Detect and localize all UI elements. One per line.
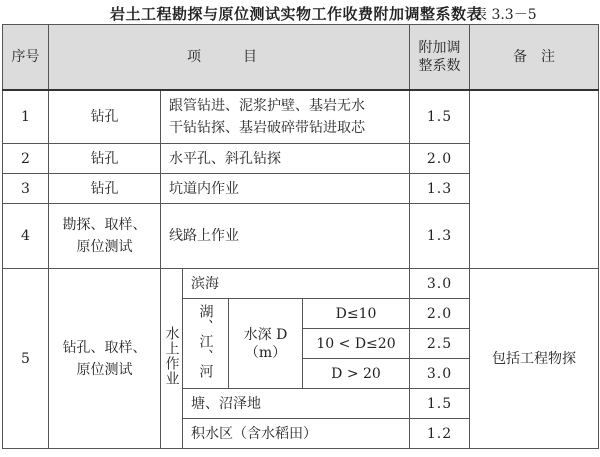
adjustment-coefficient-table bbox=[2, 24, 599, 449]
row-number: 4 bbox=[3, 204, 49, 269]
ponding-area-cell: 积水区（含水稻田） bbox=[183, 419, 410, 449]
row-number: 2 bbox=[3, 144, 49, 174]
category-line1: 钻孔、取样、 bbox=[62, 339, 147, 356]
category-cell bbox=[49, 269, 161, 449]
coefficient-cell: 2.5 bbox=[410, 329, 470, 359]
category-line2: 原位测试 bbox=[76, 361, 133, 378]
header-item: 项 目 bbox=[49, 25, 410, 90]
header-coefficient bbox=[410, 25, 470, 90]
header-remark: 备 注 bbox=[470, 25, 599, 90]
category-cell bbox=[49, 204, 161, 269]
category-line1: 勘探、取样、 bbox=[62, 217, 147, 233]
header-coefficient-line2: 整系数 bbox=[418, 57, 461, 74]
category-cell: 钻孔 bbox=[49, 174, 161, 204]
coefficient-cell: 2.0 bbox=[410, 144, 470, 174]
table-row bbox=[3, 269, 599, 299]
pond-swamp-cell: 塘、沼泽地 bbox=[183, 389, 410, 419]
table-title: 岩土工程勘探与原位测试实物工作收费附加调整系数表 bbox=[110, 5, 483, 23]
header-row bbox=[3, 25, 599, 90]
coefficient-cell: 3.0 bbox=[410, 269, 470, 299]
header-coefficient-line1: 附加调 bbox=[418, 39, 461, 56]
lake-river-cell bbox=[183, 299, 229, 389]
table-number: 表 3.3－5 bbox=[473, 7, 537, 23]
description-cell bbox=[161, 90, 410, 144]
water-work-label: 水上作业 bbox=[163, 326, 180, 386]
water-depth-cell bbox=[229, 299, 303, 389]
water-work-cell bbox=[161, 269, 183, 449]
category-line2: 原位测试 bbox=[76, 239, 133, 255]
depth-range-cell: 10 < D≤20 bbox=[303, 329, 410, 359]
table-row bbox=[3, 90, 599, 144]
description-line2: 干钻钻探、基岩破碎带钻进取芯 bbox=[169, 119, 365, 136]
coastal-cell: 滨海 bbox=[183, 269, 410, 299]
description-cell: 水平孔、斜孔钻探 bbox=[161, 144, 410, 174]
water-depth-unit: （m） bbox=[244, 344, 287, 361]
row-number: 5 bbox=[3, 269, 49, 449]
description-cell: 坑道内作业 bbox=[161, 174, 410, 204]
remark-cell: 包括工程物探 bbox=[470, 269, 599, 449]
description-cell: 线路上作业 bbox=[161, 204, 410, 269]
water-depth-label: 水深 D bbox=[243, 326, 288, 343]
header-no: 序号 bbox=[3, 25, 49, 90]
coefficient-cell: 1.5 bbox=[410, 389, 470, 419]
coefficient-cell: 1.5 bbox=[410, 90, 470, 144]
table-title-bar bbox=[0, 2, 600, 22]
coefficient-cell: 1.3 bbox=[410, 204, 470, 269]
row-number: 1 bbox=[3, 90, 49, 144]
row-number: 3 bbox=[3, 174, 49, 204]
coefficient-cell: 1.2 bbox=[410, 419, 470, 449]
lake-river-label: 湖、江、河 bbox=[197, 303, 214, 379]
depth-range-cell: D≤10 bbox=[303, 299, 410, 329]
coefficient-cell: 2.0 bbox=[410, 299, 470, 329]
remark-cell-empty bbox=[470, 90, 599, 269]
description-line1: 跟管钻进、泥浆护壁、基岩无水 bbox=[169, 97, 365, 114]
category-cell: 钻孔 bbox=[49, 90, 161, 144]
coefficient-cell: 1.3 bbox=[410, 174, 470, 204]
coefficient-cell: 3.0 bbox=[410, 359, 470, 389]
category-cell: 钻孔 bbox=[49, 144, 161, 174]
depth-range-cell: D > 20 bbox=[303, 359, 410, 389]
